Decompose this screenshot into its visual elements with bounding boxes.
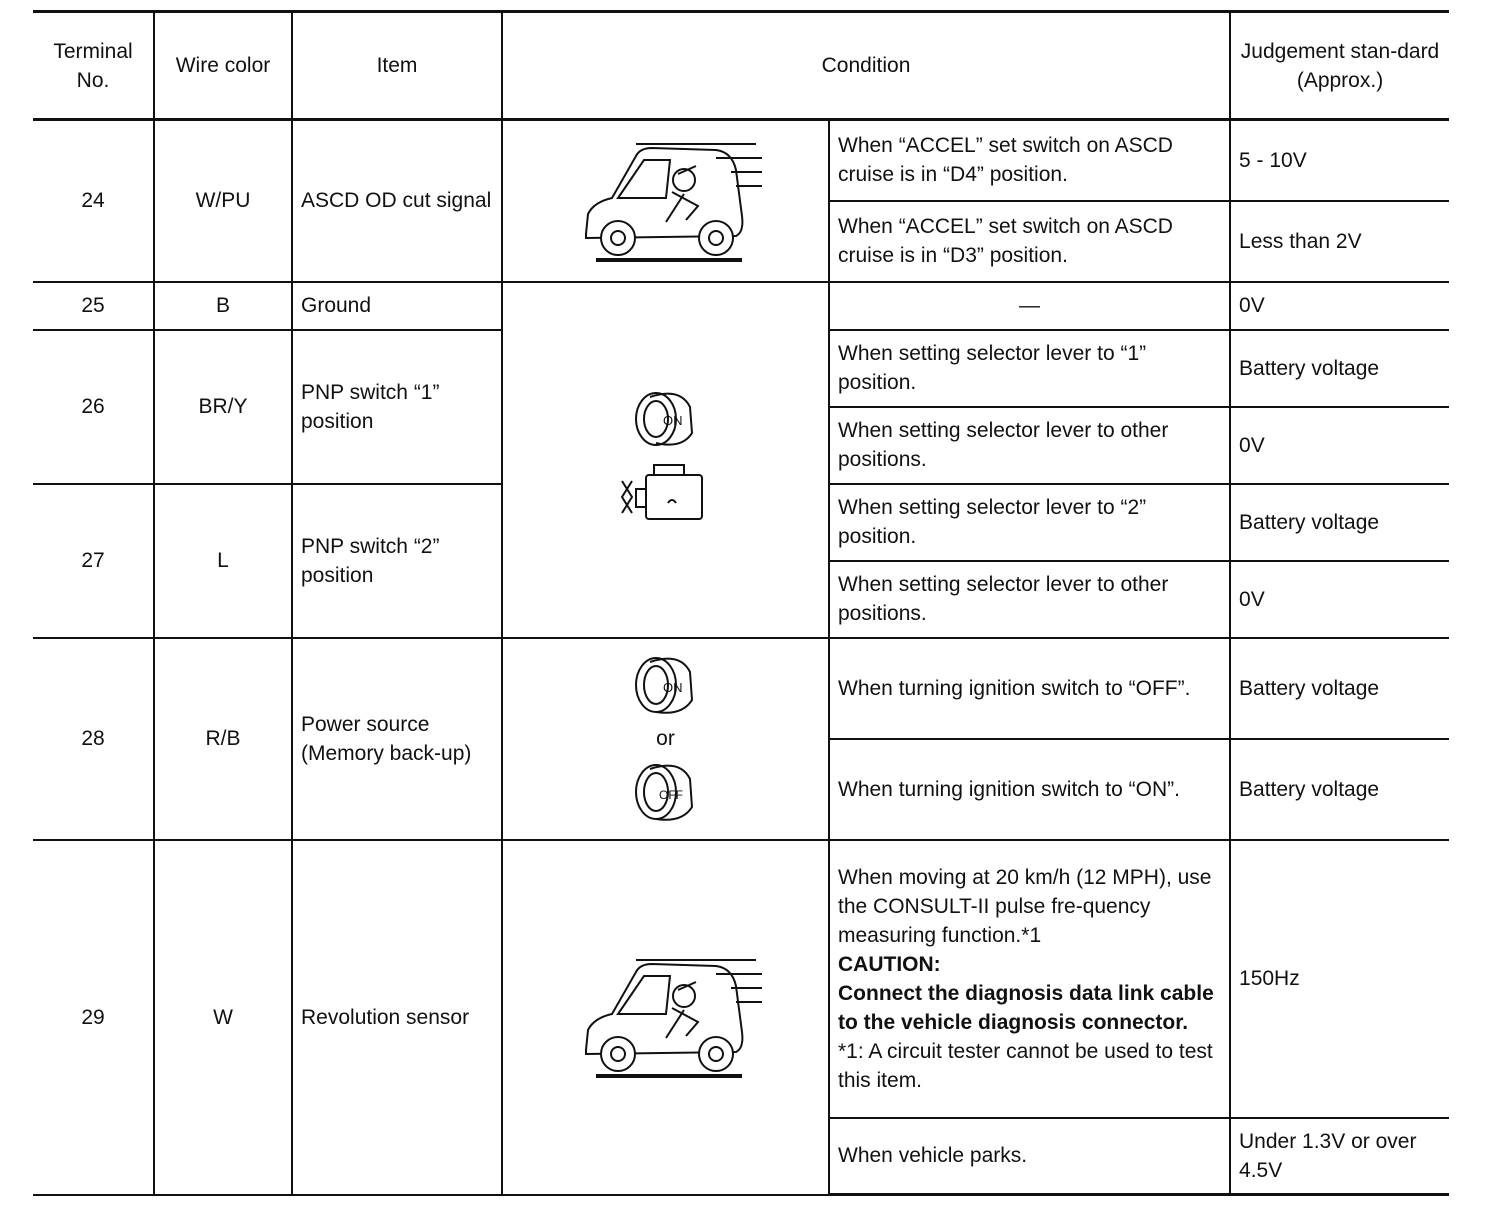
table-row [33,638,1449,739]
item-name: PNP switch “1” position [292,330,502,484]
svg-text:ON: ON [662,680,682,695]
condition-text: When “ACCEL” set switch on ASCD cruise is in “D3” position. [829,201,1230,282]
judgement-value: 150Hz [1230,840,1449,1118]
wire-color: BR/Y [154,330,292,484]
terminal-spec-table [33,10,1449,1196]
item-name: Ground [292,282,502,330]
condition-text: — [829,282,1230,330]
condition-text: When setting selector lever to other positions. [829,407,1230,484]
driving-car-icon [566,136,766,266]
condition-instruction: When moving at 20 km/h (12 MPH), use the CONSULT-II pulse fre-quency measuring function.*1 [838,865,1212,947]
condition-illustration [502,840,829,1195]
judgement-value: Battery voltage [1230,330,1449,407]
judgement-value: 0V [1230,561,1449,638]
svg-text:OFF: OFF [658,788,683,802]
condition-text [829,840,1230,1118]
caution-body: Connect the diagnosis data link cable to the vehicle diagnosis connector. [838,981,1214,1034]
terminal-no: 24 [33,120,154,282]
condition-text: When turning ignition switch to “ON”. [829,739,1230,840]
item-name: ASCD OD cut signal [292,120,502,282]
wire-color: L [154,484,292,638]
wire-color: B [154,282,292,330]
condition-text: When setting selector lever to “2” position. [829,484,1230,561]
judgement-value: Under 1.3V or over 4.5V [1230,1118,1449,1195]
header-condition: Condition [502,12,1230,120]
judgement-value: Battery voltage [1230,484,1449,561]
wire-color: R/B [154,638,292,840]
or-label: or [656,727,675,750]
judgement-value: 5 - 10V [1230,120,1449,201]
terminal-no: 29 [33,840,154,1195]
condition-text: When setting selector lever to “1” position. [829,330,1230,407]
header-wire-color: Wire color [154,12,292,120]
ignition-on-icon [626,652,706,718]
table-row [33,120,1449,201]
ignition-off-icon [626,759,706,825]
judgement-value: 0V [1230,282,1449,330]
wire-color: W [154,840,292,1195]
condition-text: When “ACCEL” set switch on ASCD cruise is in “D4” position. [829,120,1230,201]
header-judgement-standard: Judgement stan-dard (Approx.) [1230,12,1449,120]
terminal-no: 27 [33,484,154,638]
table-row [33,282,1449,330]
judgement-value: Less than 2V [1230,201,1449,282]
svg-text:ON: ON [662,412,682,428]
condition-illustration [502,120,829,282]
item-name: Power source (Memory back-up) [292,638,502,840]
terminal-no: 25 [33,282,154,330]
driving-car-icon [566,952,766,1082]
judgement-value: Battery voltage [1230,638,1449,739]
engine-running-icon [622,465,702,519]
footnote: *1: A circuit tester cannot be used to test this item. [838,1039,1213,1092]
table-row [33,840,1449,1118]
condition-illustration [502,638,829,840]
item-name: Revolution sensor [292,840,502,1195]
caution-title: CAUTION: [838,952,941,976]
terminal-no: 26 [33,330,154,484]
terminal-no: 28 [33,638,154,840]
condition-text: When setting selector lever to other positions. [829,561,1230,638]
judgement-value: 0V [1230,407,1449,484]
condition-text: When vehicle parks. [829,1118,1230,1195]
judgement-value: Battery voltage [1230,739,1449,840]
header-terminal-no: Terminal No. [33,12,154,120]
item-name: PNP switch “2” position [292,484,502,638]
ignition-on-icon [616,385,716,535]
wire-color: W/PU [154,120,292,282]
header-row [33,12,1449,120]
header-item: Item [292,12,502,120]
condition-illustration [502,282,829,638]
condition-text: When turning ignition switch to “OFF”. [829,638,1230,739]
